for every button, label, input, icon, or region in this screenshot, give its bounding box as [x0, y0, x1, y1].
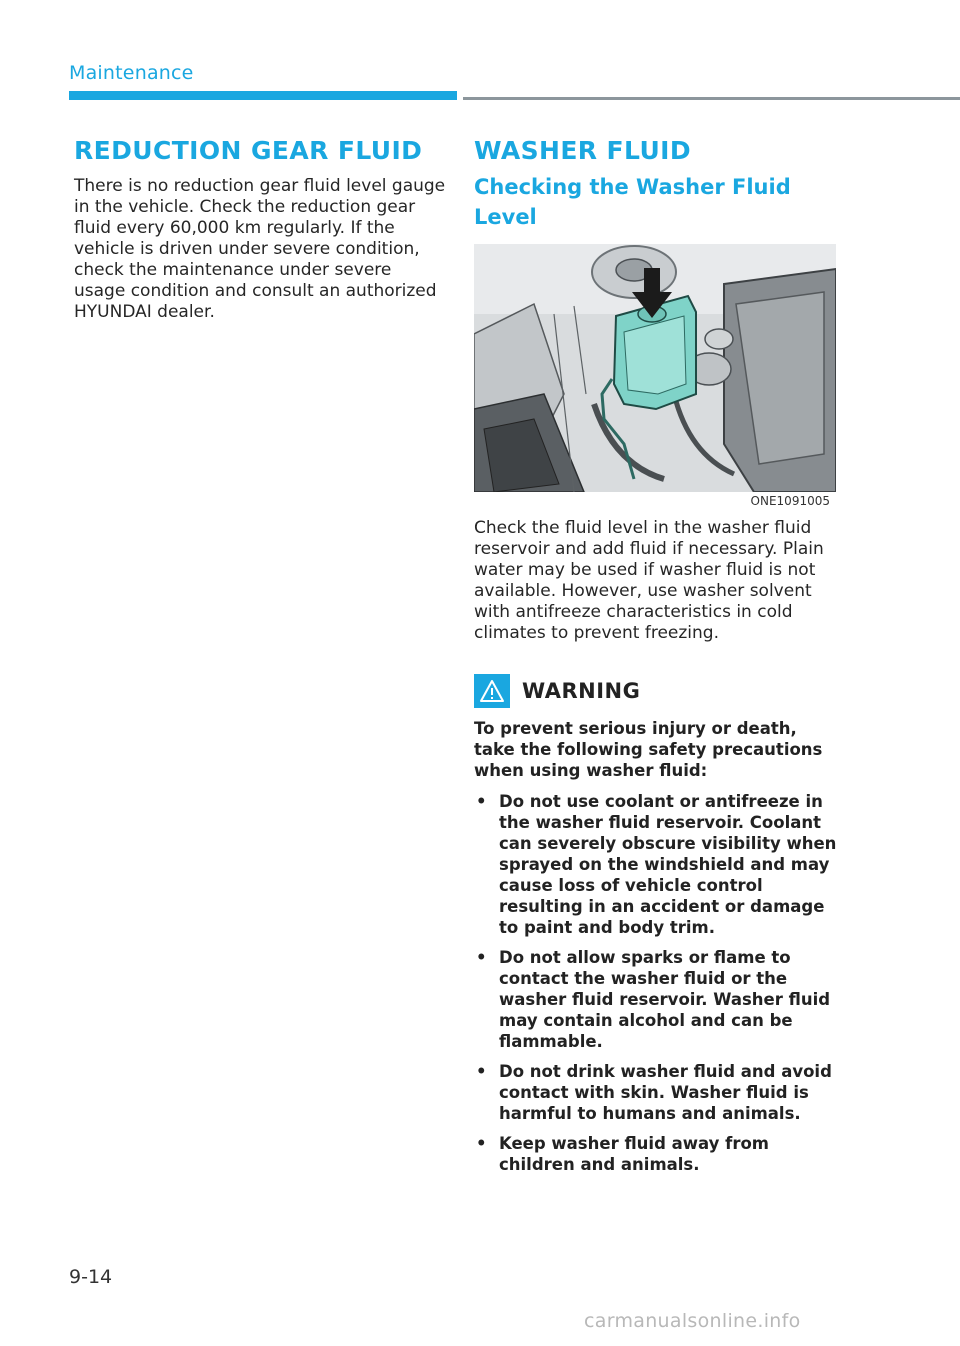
reduction-gear-body: There is no reduction gear fluid level gauge in the vehicle. Check the reduction gear fluid every 60,000 km regularly. If the vehicle is driven under severe condition, check the maintenance under severe usage condition and consult an authorized HYUNDAI dealer. [74, 176, 446, 322]
engine-bay-drawing [474, 244, 836, 492]
page-number: 9-14 [69, 1266, 113, 1288]
engine-bay-illustration [474, 244, 836, 492]
header-rule-gray [463, 97, 960, 100]
washer-fluid-heading: WASHER FLUID [474, 136, 692, 165]
warning-label: WARNING [522, 679, 641, 703]
warning-triangle-icon [474, 674, 510, 708]
warning-header [474, 674, 842, 708]
reduction-gear-heading: REDUCTION GEAR FLUID [74, 136, 423, 165]
watermark: carmanualsonline.info [584, 1310, 801, 1332]
list-item: • Do not drink washer fluid and avoid contact with skin. Washer fluid is harmful to humans and animals. [476, 1062, 832, 1123]
checking-washer-subheading: Checking the Washer Fluid Level [474, 175, 791, 229]
figure-code: ONE1091005 [750, 494, 830, 508]
warning-list [474, 791, 842, 1175]
list-item: • Keep washer fluid away from children and animals. [476, 1134, 769, 1174]
washer-fluid-section [474, 136, 842, 1184]
section-header-title: Maintenance [69, 62, 194, 84]
list-item: • Do not use coolant or antifreeze in the washer fluid reservoir. Coolant can severely obscure visibility when sprayed on the windshield and may cause loss of vehicle control resulting in an accident or damage to paint and body trim. [476, 792, 837, 937]
reduction-gear-section [74, 136, 446, 323]
warning-intro: To prevent serious injury or death, take the following safety precautions when using washer fluid: [474, 719, 823, 780]
header-rule-accent [69, 91, 457, 100]
warning-box [474, 674, 842, 1175]
list-item: • Do not allow sparks or flame to contact the washer fluid or the washer fluid reservoir. Washer fluid may contain alcohol and can be flammable. [476, 948, 831, 1051]
washer-fluid-body: Check the fluid level in the washer fluid reservoir and add fluid if necessary. Plain water may be used if washer fluid is not available. However, use washer solvent with antifreeze characteristics in cold climates to prevent freezing. [474, 518, 824, 643]
